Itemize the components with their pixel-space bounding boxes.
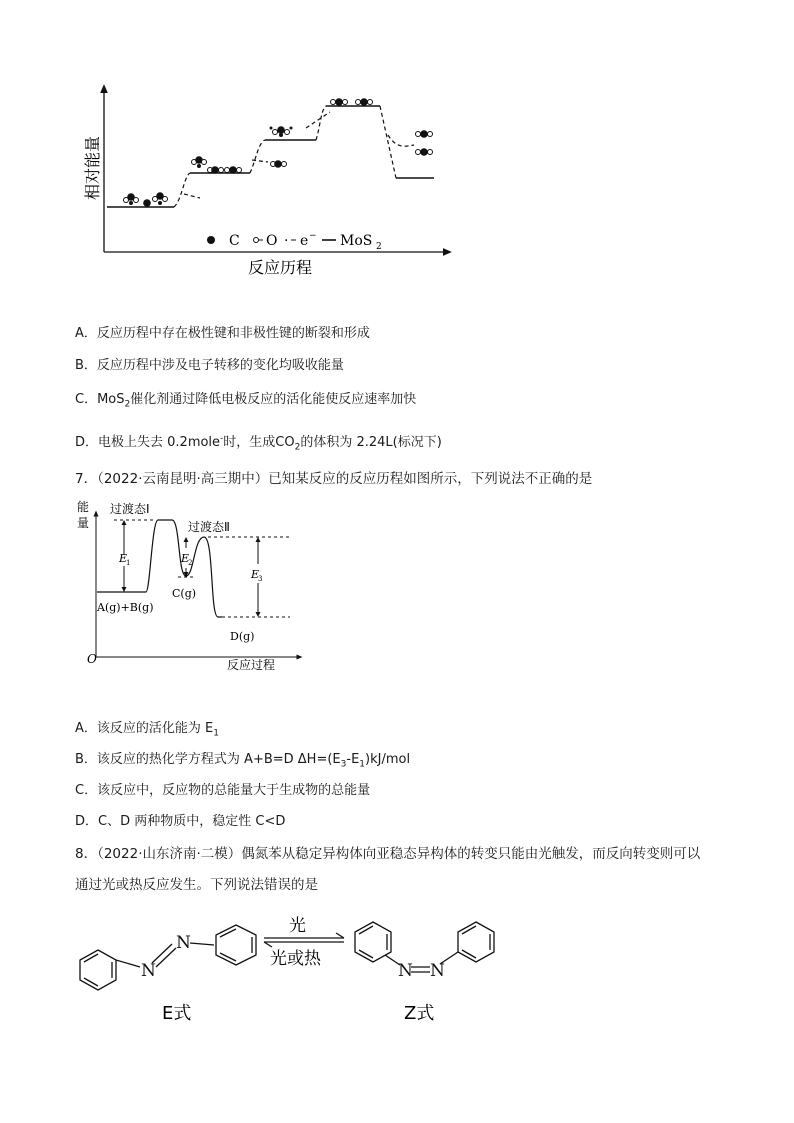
q7-e1: E [119, 552, 128, 565]
z-nitrogen-2: N [430, 961, 445, 981]
q7-energy-diagram [0, 488, 794, 678]
legend [207, 231, 382, 252]
e-nitrogen-2: N [176, 933, 191, 953]
z-right-benzene-ring [458, 922, 494, 962]
q8-stem-line-2: 通过光或热反应发生。下列说法错误的是 [75, 877, 318, 893]
co2-product-icon [331, 98, 373, 106]
oxygen-legend-icon [254, 238, 259, 243]
reaction-energy-diagram [0, 0, 794, 290]
q7-ts1: 过渡态Ⅰ [110, 502, 150, 516]
molecule-icons [124, 98, 433, 207]
q7-abg: A(g)+B(g) [97, 601, 154, 614]
legend-mos2-sub: 2 [376, 242, 382, 252]
legend-mos2: MoS [340, 233, 373, 249]
q7-e2-sub: 2 [188, 559, 193, 567]
q7-option-b: B．该反应的热化学方程式为 A+B=D $\Delta H=(E_3-E_1)kJ$/mol [75, 752, 411, 770]
q7-e3: E [251, 568, 260, 581]
q7-ylabel-1: 能 [77, 500, 90, 514]
q7-cg: C(g) [172, 587, 197, 600]
y-axis-label: 相对能量 [83, 135, 102, 201]
e-left-benzene-ring [80, 950, 116, 990]
q6-option-c: C．MoS$_2$催化剂通过降低电极反应的活化能使反应速率加快 [75, 392, 417, 410]
energy-levels [107, 106, 434, 207]
carbon-legend-icon [207, 236, 215, 244]
q7-stem: 7．（2022·云南昆明·高三期中）已知某反应的反应历程如图所示，下列说法不正确的是 [75, 471, 593, 487]
e-right-benzene-ring [216, 925, 256, 965]
svg-text:·: · [284, 233, 289, 249]
q7-option-c: C．该反应中，反应物的总能量大于生成物的总能量 [75, 783, 371, 798]
z-isomer-label: Z式 [404, 1003, 435, 1024]
co2-adsorbed-icon [124, 192, 168, 207]
legend-e: e [300, 233, 309, 249]
legend-e-sup: − [309, 231, 317, 241]
intermediate-icon [270, 126, 293, 168]
q7-dg: D(g) [230, 630, 255, 643]
q7-option-d: D．C、D 两种物质中，稳定性 C<D [75, 814, 286, 829]
reverse-condition: 光或热 [270, 949, 321, 969]
q7-e2: E [181, 552, 190, 565]
q6-option-d: D．电极上失去 0.2mole-时，生成$CO_2$的体积为 2.24L(标况下) [75, 433, 442, 453]
q7-ylabel-2: 量 [77, 516, 90, 530]
q7-xlabel: 反应过程 [227, 658, 276, 672]
co-icon [192, 156, 242, 174]
q7-ts2: 过渡态Ⅱ [188, 520, 230, 534]
q8-stem-line-1: 8．（2022·山东济南·二模）偶氮苯从稳定异构体向亚稳态异构体的转变只能由光触发，而反向转变则可以 [75, 846, 701, 862]
legend-c: C [229, 233, 240, 249]
e-n-n-double-bond-2 [156, 948, 176, 967]
e-nitrogen-1: N [141, 961, 156, 981]
legend-o: O [266, 233, 278, 249]
co2-released-icon [416, 130, 433, 156]
q7-e1-sub: 1 [126, 559, 131, 567]
azobenzene-isomerization-diagram [0, 900, 794, 1030]
q6-option-b: B．反应历程中涉及电子转移的变化均吸收能量 [75, 358, 344, 373]
e-bond-n2-ring [190, 943, 214, 945]
z-nitrogen-1: N [398, 961, 413, 981]
dashed-transitions [174, 106, 414, 207]
x-axis-label: 反应历程 [247, 258, 313, 277]
q7-origin: O [87, 652, 97, 666]
e-bond-ring-n1 [116, 960, 140, 967]
q7-e3-sub: 3 [258, 575, 263, 583]
e-isomer-label: E式 [162, 1003, 192, 1024]
q7-option-a: A．该反应的活化能为 $E_1$ [75, 721, 219, 739]
q6-option-a: A．反应历程中存在极性键和非极性键的断裂和形成 [75, 326, 370, 341]
forward-condition: 光 [289, 916, 306, 936]
